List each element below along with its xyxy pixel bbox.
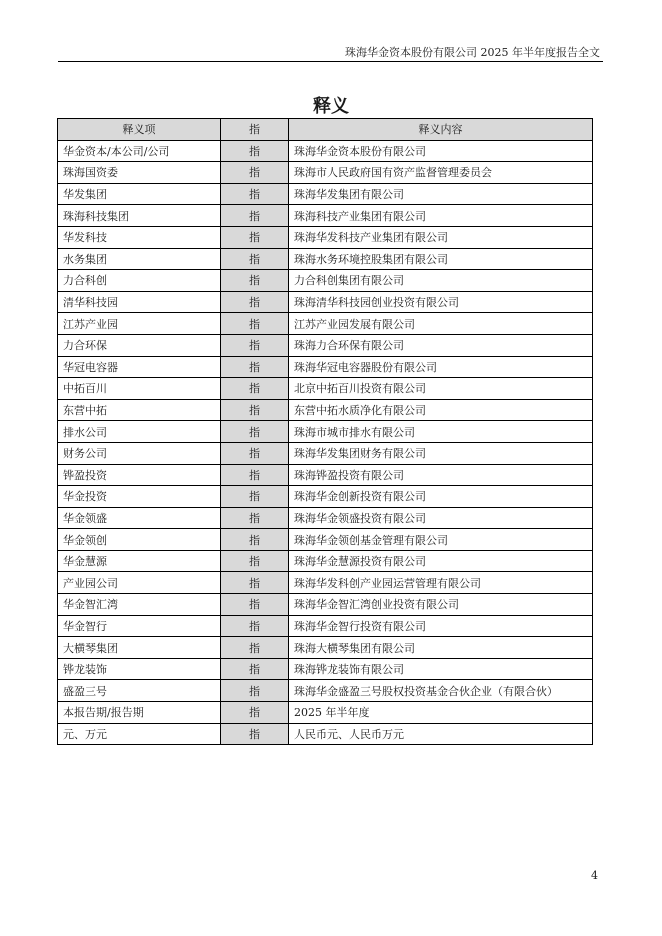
- meaning-cell: 东营中拓水质净化有限公司: [289, 399, 593, 421]
- term-cell: 盛盈三号: [58, 680, 221, 702]
- term-cell: 华金领创: [58, 529, 221, 551]
- term-cell: 华金资本/本公司/公司: [58, 140, 221, 162]
- refers-cell: 指: [221, 550, 289, 572]
- table-row: [58, 140, 593, 162]
- table-row: [58, 550, 593, 572]
- meaning-cell: 人民币元、人民币万元: [289, 723, 593, 745]
- meaning-cell: 珠海科技产业集团有限公司: [289, 205, 593, 227]
- term-cell: 江苏产业园: [58, 313, 221, 335]
- refers-cell: 指: [221, 334, 289, 356]
- term-cell: 珠海科技集团: [58, 205, 221, 227]
- term-cell: 力合科创: [58, 270, 221, 292]
- refers-cell: 指: [221, 529, 289, 551]
- term-cell: 清华科技园: [58, 291, 221, 313]
- refers-cell: 指: [221, 162, 289, 184]
- table-row: [58, 723, 593, 745]
- term-cell: 华金投资: [58, 486, 221, 508]
- refers-cell: 指: [221, 507, 289, 529]
- refers-cell: 指: [221, 464, 289, 486]
- refers-cell: 指: [221, 140, 289, 162]
- term-cell: 华发科技: [58, 226, 221, 248]
- term-cell: 铧盈投资: [58, 464, 221, 486]
- table-row: [58, 486, 593, 508]
- meaning-cell: 江苏产业园发展有限公司: [289, 313, 593, 335]
- table-row: [58, 464, 593, 486]
- term-cell: 财务公司: [58, 442, 221, 464]
- term-cell: 铧龙装饰: [58, 658, 221, 680]
- table-row: [58, 615, 593, 637]
- term-cell: 华金慧源: [58, 550, 221, 572]
- meaning-cell: 珠海华发科创产业园运营管理有限公司: [289, 572, 593, 594]
- meaning-cell: 珠海华金智行投资有限公司: [289, 615, 593, 637]
- refers-cell: 指: [221, 248, 289, 270]
- table-row: [58, 637, 593, 659]
- refers-cell: 指: [221, 442, 289, 464]
- meaning-cell: 珠海水务环境控股集团有限公司: [289, 248, 593, 270]
- table-body: [58, 140, 593, 745]
- meaning-cell: 2025 年半年度: [289, 702, 593, 724]
- refers-cell: 指: [221, 183, 289, 205]
- table-row: [58, 399, 593, 421]
- table-row: [58, 658, 593, 680]
- table-row: [58, 572, 593, 594]
- page-number: 4: [591, 869, 598, 882]
- table-row: [58, 248, 593, 270]
- term-cell: 华金智汇湾: [58, 594, 221, 616]
- table-row: [58, 270, 593, 292]
- table-row: [58, 529, 593, 551]
- table-row: [58, 356, 593, 378]
- meaning-cell: 珠海华金慧源投资有限公司: [289, 550, 593, 572]
- refers-cell: 指: [221, 702, 289, 724]
- header-meaning: 释义内容: [289, 119, 593, 141]
- table-row: [58, 442, 593, 464]
- meaning-cell: 珠海市城市排水有限公司: [289, 421, 593, 443]
- term-cell: 本报告期/报告期: [58, 702, 221, 724]
- meaning-cell: 珠海华冠电容器股份有限公司: [289, 356, 593, 378]
- meaning-cell: 珠海华金创新投资有限公司: [289, 486, 593, 508]
- meaning-cell: 珠海华发科技产业集团有限公司: [289, 226, 593, 248]
- term-cell: 元、万元: [58, 723, 221, 745]
- meaning-cell: 北京中拓百川投资有限公司: [289, 378, 593, 400]
- refers-cell: 指: [221, 291, 289, 313]
- refers-cell: 指: [221, 615, 289, 637]
- refers-cell: 指: [221, 313, 289, 335]
- meaning-cell: 珠海力合环保有限公司: [289, 334, 593, 356]
- refers-cell: 指: [221, 226, 289, 248]
- term-cell: 东营中拓: [58, 399, 221, 421]
- header-rule: [58, 61, 603, 62]
- term-cell: 排水公司: [58, 421, 221, 443]
- table-row: [58, 313, 593, 335]
- term-cell: 力合环保: [58, 334, 221, 356]
- term-cell: 水务集团: [58, 248, 221, 270]
- refers-cell: 指: [221, 594, 289, 616]
- term-cell: 华金智行: [58, 615, 221, 637]
- refers-cell: 指: [221, 723, 289, 745]
- table-row: [58, 702, 593, 724]
- term-cell: 大横琴集团: [58, 637, 221, 659]
- meaning-cell: 珠海华金盛盈三号股权投资基金合伙企业（有限合伙）: [289, 680, 593, 702]
- term-cell: 中拓百川: [58, 378, 221, 400]
- meaning-cell: 珠海华发集团有限公司: [289, 183, 593, 205]
- term-cell: 产业园公司: [58, 572, 221, 594]
- refers-cell: 指: [221, 270, 289, 292]
- running-header: 珠海华金资本股份有限公司 2025 年半年度报告全文: [345, 46, 600, 59]
- refers-cell: 指: [221, 572, 289, 594]
- meaning-cell: 珠海华发集团财务有限公司: [289, 442, 593, 464]
- table-row: [58, 378, 593, 400]
- meaning-cell: 珠海铧龙装饰有限公司: [289, 658, 593, 680]
- term-cell: 华发集团: [58, 183, 221, 205]
- definitions-table: [57, 118, 593, 745]
- table-row: [58, 291, 593, 313]
- refers-cell: 指: [221, 658, 289, 680]
- page-title: 释义: [313, 96, 349, 117]
- refers-cell: 指: [221, 399, 289, 421]
- meaning-cell: 珠海市人民政府国有资产监督管理委员会: [289, 162, 593, 184]
- refers-cell: 指: [221, 421, 289, 443]
- header-refers: 指: [221, 119, 289, 141]
- meaning-cell: 力合科创集团有限公司: [289, 270, 593, 292]
- meaning-cell: 珠海华金领创基金管理有限公司: [289, 529, 593, 551]
- table-row: [58, 507, 593, 529]
- header-term: 释义项: [58, 119, 221, 141]
- table-row: [58, 680, 593, 702]
- table-header-row: [58, 119, 593, 141]
- meaning-cell: 珠海华金智汇湾创业投资有限公司: [289, 594, 593, 616]
- table-row: [58, 594, 593, 616]
- table-row: [58, 162, 593, 184]
- refers-cell: 指: [221, 205, 289, 227]
- table-row: [58, 334, 593, 356]
- table-row: [58, 205, 593, 227]
- meaning-cell: 珠海华金资本股份有限公司: [289, 140, 593, 162]
- meaning-cell: 珠海华金领盛投资有限公司: [289, 507, 593, 529]
- term-cell: 华金领盛: [58, 507, 221, 529]
- meaning-cell: 珠海大横琴集团有限公司: [289, 637, 593, 659]
- meaning-cell: 珠海清华科技园创业投资有限公司: [289, 291, 593, 313]
- refers-cell: 指: [221, 486, 289, 508]
- table-row: [58, 183, 593, 205]
- refers-cell: 指: [221, 378, 289, 400]
- refers-cell: 指: [221, 356, 289, 378]
- term-cell: 华冠电容器: [58, 356, 221, 378]
- refers-cell: 指: [221, 680, 289, 702]
- meaning-cell: 珠海铧盈投资有限公司: [289, 464, 593, 486]
- refers-cell: 指: [221, 637, 289, 659]
- table-row: [58, 421, 593, 443]
- table-row: [58, 226, 593, 248]
- term-cell: 珠海国资委: [58, 162, 221, 184]
